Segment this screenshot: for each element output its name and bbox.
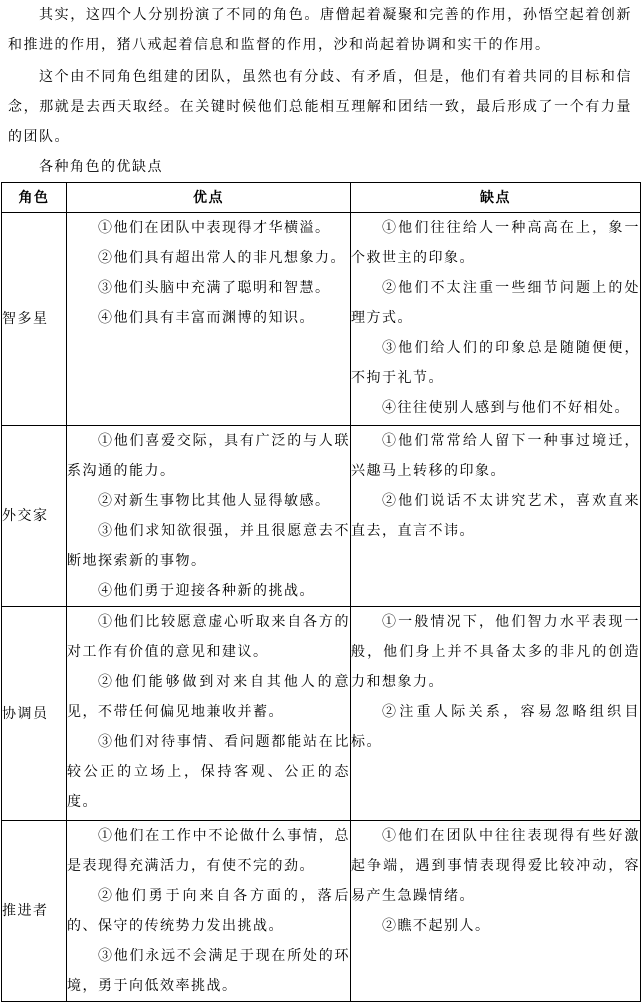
header-cons: 缺点 (351, 183, 641, 213)
cons-cell (351, 426, 641, 607)
pro-item: ①他们在团队中表现得才华横溢。 (98, 220, 331, 236)
cons-cell (351, 213, 641, 426)
pro-item: ④他们勇于迎接各种新的挑战。 (98, 583, 315, 599)
pro-item: ②他们勇于向来自各方面的，落后的、保守的传统势力发出挑战。 (67, 888, 350, 934)
con-item: ④往往使别人感到与他们不好相处。 (382, 400, 630, 416)
table-row (2, 426, 641, 607)
pro-item: ③他们对待事情、看问题都能站在比较公正的立场上，保持客观、公正的态度。 (67, 734, 350, 810)
table-row (2, 607, 641, 821)
role-cell: 外交家 (2, 426, 67, 607)
pros-cell (67, 213, 351, 426)
pro-item: ②他们能够做到对来自其他人的意见，不带任何偏见地兼收并蓄。 (67, 674, 350, 720)
pro-item: ③他们头脑中充满了聪明和智慧。 (98, 280, 331, 296)
con-item: ①他们常常给人留下一种事过境迁，兴趣马上转移的印象。 (351, 433, 640, 479)
pro-item: ②对新生事物比其他人显得敏感。 (98, 493, 331, 509)
con-item: ①一般情况下，他们智力水平表现一般，他们身上并不具备太多的非凡的创造力和想象力。 (351, 614, 640, 690)
cons-cell (351, 821, 641, 1002)
con-item: ②注重人际关系，容易忽略组织目标。 (351, 704, 640, 750)
con-item: ②他们说话不太讲究艺术，喜欢直来直去，直言不讳。 (351, 493, 640, 539)
cons-cell (351, 607, 641, 821)
con-item: ①他们往往给人一种高高在上，象一个救世主的印象。 (351, 220, 640, 266)
table-row (2, 213, 641, 426)
pros-cell (67, 821, 351, 1002)
pro-item: ④他们具有丰富而渊博的知识。 (98, 310, 315, 326)
con-item: ②他们不太注重一些细节问题上的处理方式。 (351, 280, 640, 326)
pro-item: ①他们比较愿意虚心听取来自各方的对工作有价值的意见和建议。 (67, 614, 350, 660)
pro-item: ①他们喜爱交际，具有广泛的与人联系沟通的能力。 (67, 433, 350, 479)
table-row (2, 821, 641, 1002)
header-role: 角色 (2, 183, 67, 213)
pro-item: ③他们求知欲很强，并且很愿意去不断地探索新的事物。 (67, 523, 350, 569)
pros-cell (67, 426, 351, 607)
role-cell: 协调员 (2, 607, 67, 821)
pro-item: ①他们在工作中不论做什么事情，总是表现得充满活力，有使不完的劲。 (67, 828, 350, 874)
con-item: ①他们在团队中往往表现得有些好激起争端，遇到事情表现得爱比较冲动，容易产生急躁情绪。 (351, 828, 640, 904)
table-header-row (2, 183, 641, 213)
pros-cell (67, 607, 351, 821)
pro-item: ③他们永远不会满足于现在所处的环境，勇于向低效率挑战。 (67, 948, 350, 994)
role-cell: 智多星 (2, 213, 67, 426)
table-caption: 各种角色的优缺点 (39, 159, 163, 175)
intro-paragraph: 其实，这四个人分别扮演了不同的角色。唐僧起着凝聚和完善的作用，孙悟空起着创新和推进的作用，猪八戒起着信息和监督的作用，沙和尚起着协调和实干的作用。 (8, 7, 632, 53)
pro-item: ②他们具有超出常人的非凡想象力。 (98, 250, 346, 266)
intro-paragraph: 这个由不同角色组建的团队，虽然也有分歧、有矛盾，但是，他们有着共同的目标和信念，那就是去西天取经。在关键时候他们总能相互理解和团结一致，最后形成了一个有力量的团队。 (8, 69, 632, 145)
header-pros: 优点 (67, 183, 351, 213)
roles-table (1, 182, 641, 1002)
role-cell: 推进者 (2, 821, 67, 1002)
con-item: ③他们给人们的印象总是随随便便，不拘于礼节。 (351, 340, 640, 386)
con-item: ②瞧不起别人。 (382, 918, 491, 934)
